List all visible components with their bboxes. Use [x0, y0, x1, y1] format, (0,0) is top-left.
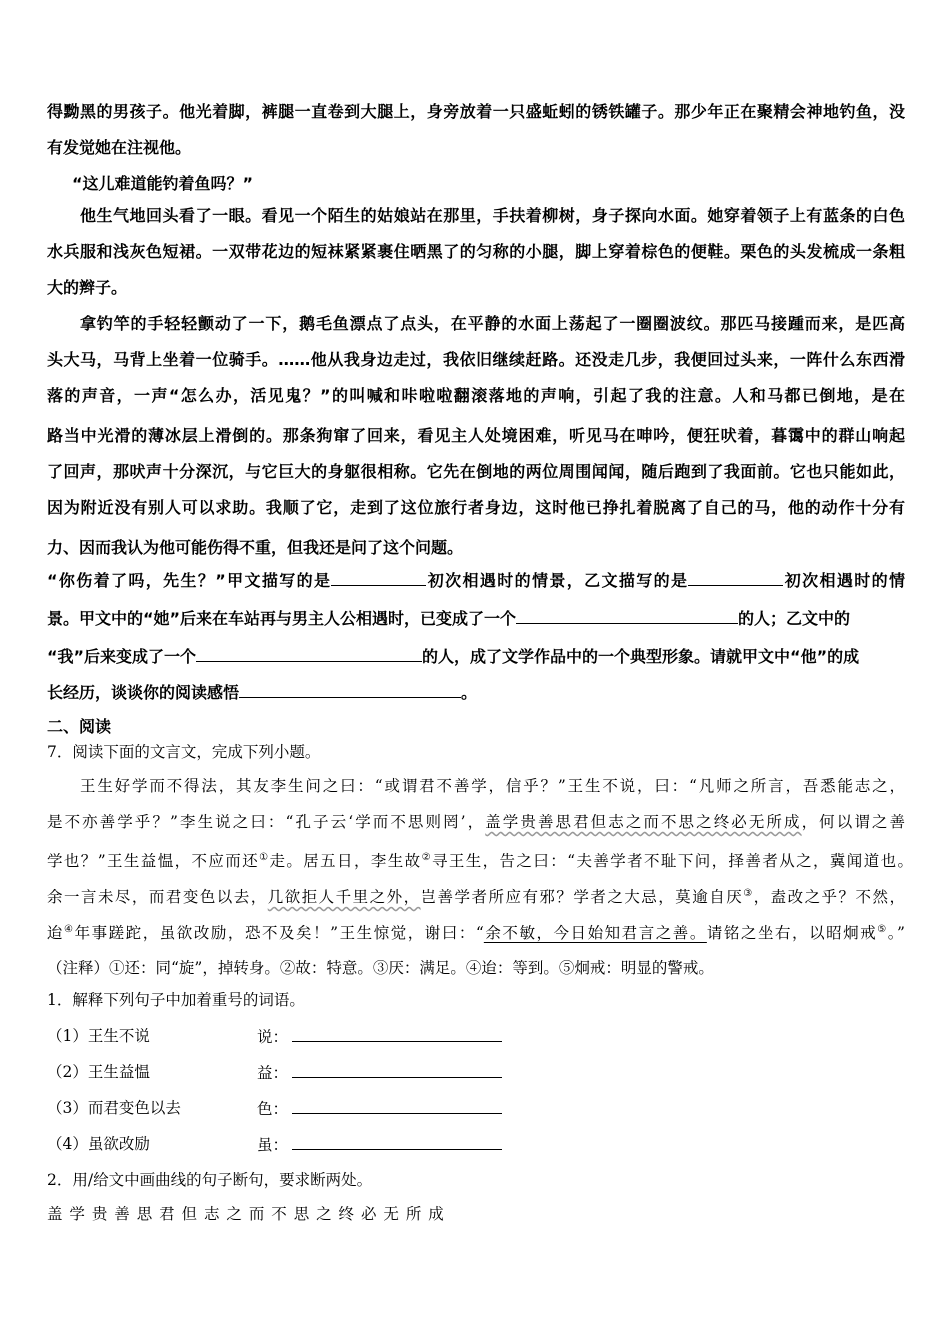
text-line	[47, 883, 905, 908]
text: 。	[461, 683, 478, 702]
text-line: 大的辫子。	[47, 278, 128, 297]
text: 余一言未尽，而君变色以去，	[47, 888, 268, 907]
text-line: 水兵服和浅灰色短裙。一双带花边的短袜紧紧裹住晒黑了的匀称的小腿，脚上穿着棕色的便鞋。栗色的头发梳成一条粗	[47, 242, 905, 261]
text-line	[47, 919, 905, 944]
text-line: 因为附近没有别人可以求助。我顺了它，走到了这位旅行者身边，这时他已挣扎着脱离了自己的马，他的动作十分有	[47, 498, 905, 517]
sentence-to-punctuate: 盖 学 贵 善 思 君 但 志 之 而 不 思 之 终 必 无 所 成	[47, 1205, 445, 1223]
text: 。”	[887, 924, 905, 943]
item-word: 益：	[257, 1064, 289, 1082]
answer-blank[interactable]	[196, 645, 422, 662]
text: 走。居五日，李生故	[269, 852, 422, 871]
text: 的人，成了文学作品中的一个典型形象。请就甲文中“他”的成	[422, 647, 860, 666]
sub-question-2-title: 2．用/给文中画曲线的句子断句，要求断两处。	[47, 1171, 373, 1189]
sub-item	[47, 1097, 905, 1119]
text: 年事蹉跎，虽欲改励，恐不及矣！”王生惊觉，谢曰：“	[74, 924, 484, 943]
text: 学也？”王生益愠，不应而还	[47, 852, 260, 871]
text: 迨	[47, 924, 65, 943]
answer-blank[interactable]	[688, 569, 783, 586]
item-word: 色：	[257, 1100, 289, 1118]
text: 初次相遇时的情	[783, 571, 905, 590]
text: 是不亦善学乎？”李生说之曰：“孔子云‘学而不思则罔’，	[47, 813, 486, 831]
text: “你伤着了吗，先生？”甲文描写的是	[47, 571, 332, 590]
note-mark: ②	[421, 852, 432, 863]
text-line: 王生好学而不得法，其友李生问之曰：“或谓君不善学，信乎？”王生不说，曰：“凡师之所言，吾悉能志之，	[80, 777, 905, 795]
text: 请铭之坐右，以昭炯戒	[706, 924, 878, 943]
text: 岂善学者所应有邪？学者之大忌，莫逾自厌	[420, 888, 744, 907]
sub-item	[47, 1025, 905, 1047]
item-sentence: （1）王生不说	[47, 1027, 150, 1045]
note-mark: ①	[259, 852, 270, 863]
text: 的人；乙文中的	[738, 609, 851, 628]
sub-question-1-title: 1．解释下列句子中加着重号的词语。	[47, 991, 305, 1009]
wavy-underlined-phrase: 几欲拒人千里之外，	[267, 888, 421, 907]
answer-blank[interactable]	[292, 1025, 502, 1042]
text-line	[47, 607, 905, 630]
item-sentence: （3）而君变色以去	[47, 1099, 181, 1117]
text-line: 他生气地回头看了一眼。看见一个陌生的姑娘站在那里，手扶着柳树，身子探向水面。她穿着领子上有蓝条的白色	[80, 206, 905, 225]
text-line	[47, 569, 905, 592]
item-word: 虽：	[257, 1136, 289, 1154]
text-line: 拿钓竿的手轻轻颤动了一下，鹅毛鱼漂点了点头，在平静的水面上荡起了一圈圈波纹。那匹马接踵而来，是匹高	[80, 314, 905, 333]
wavy-underlined-sentence: 盖学贵善思君但志之而不思之终必无所成	[485, 813, 802, 831]
note-mark: ④	[64, 924, 75, 935]
text-line: 得黝黑的男孩子。他光着脚，裤腿一直卷到大腿上，身旁放着一只盛蚯蚓的锈铁罐子。那少年正在聚精会神地钓鱼，没	[47, 102, 905, 121]
text: ，何以谓之善	[801, 813, 905, 831]
answer-blank[interactable]	[292, 1133, 502, 1150]
text: “我”后来变成了一个	[47, 647, 197, 666]
text-line: “这儿难道能钓着鱼吗？”	[72, 174, 254, 193]
text: 长经历，谈谈你的阅读感悟	[47, 683, 240, 702]
text-line	[47, 645, 905, 668]
item-word: 说：	[257, 1028, 289, 1046]
annotations: （注释）①还：同“旋”，掉转身。②故：特意。③厌：满足。④迨：等到。⑤炯戒：明显的警戒。	[47, 959, 714, 977]
text: 寻王生，告之曰：“夫善学者不耻下问，择善者从之，冀闻道也。	[431, 852, 913, 871]
answer-blank[interactable]	[292, 1061, 502, 1078]
text-line	[47, 811, 905, 833]
text: 景。甲文中的“她”后来在车站再与男主人公相遇时，已变成了一个	[47, 609, 517, 628]
item-sentence: （4）虽欲改励	[47, 1135, 150, 1153]
section-heading: 二、阅读	[47, 717, 112, 736]
text-line: 有发觉她在注视他。	[47, 138, 192, 157]
text-line: 头大马，马背上坐着一位骑手。……他从我身边走过，我依旧继续赶路。还没走几步，我便回过头来，一阵什么东西滑	[47, 350, 905, 369]
text-line	[47, 847, 913, 872]
text: 初次相遇时的情景，乙文描写的是	[426, 571, 689, 590]
question-7-title: 7．阅读下面的文言文，完成下列小题。	[47, 743, 321, 761]
text: ，盍改之乎？不然，	[753, 888, 905, 907]
note-mark: ⑤	[877, 924, 888, 935]
text-line: 落的声音，一声“怎么办，活见鬼？”的叫喊和咔啦啦翻滚落地的声响，引起了我的注意。人和马都已倒地，是在	[47, 386, 905, 405]
text-line: 路当中光滑的薄冰层上滑倒的。那条狗窜了回来，看见主人处境困难，听见马在呻吟，便狂吠着，暮霭中的群山响起	[47, 426, 905, 445]
answer-blank[interactable]	[331, 569, 426, 586]
text-line: 了回声，那吠声十分深沉，与它巨大的身躯很相称。它先在倒地的两位周围闻闻，随后跑到了我面前。它也只能如此，	[47, 462, 905, 481]
answer-blank[interactable]	[239, 681, 461, 698]
answer-blank[interactable]	[516, 607, 738, 624]
sub-item	[47, 1061, 905, 1083]
underlined-sentence: 余不敏，今日始知君言之善。	[483, 924, 707, 943]
text-line	[47, 681, 905, 704]
text-line: 力、因而我认为他可能伤得不重，但我还是问了这个问题。	[47, 538, 464, 557]
item-sentence: （2）王生益愠	[47, 1063, 150, 1081]
sub-item	[47, 1133, 905, 1155]
answer-blank[interactable]	[292, 1097, 502, 1114]
note-mark: ③	[743, 888, 754, 899]
